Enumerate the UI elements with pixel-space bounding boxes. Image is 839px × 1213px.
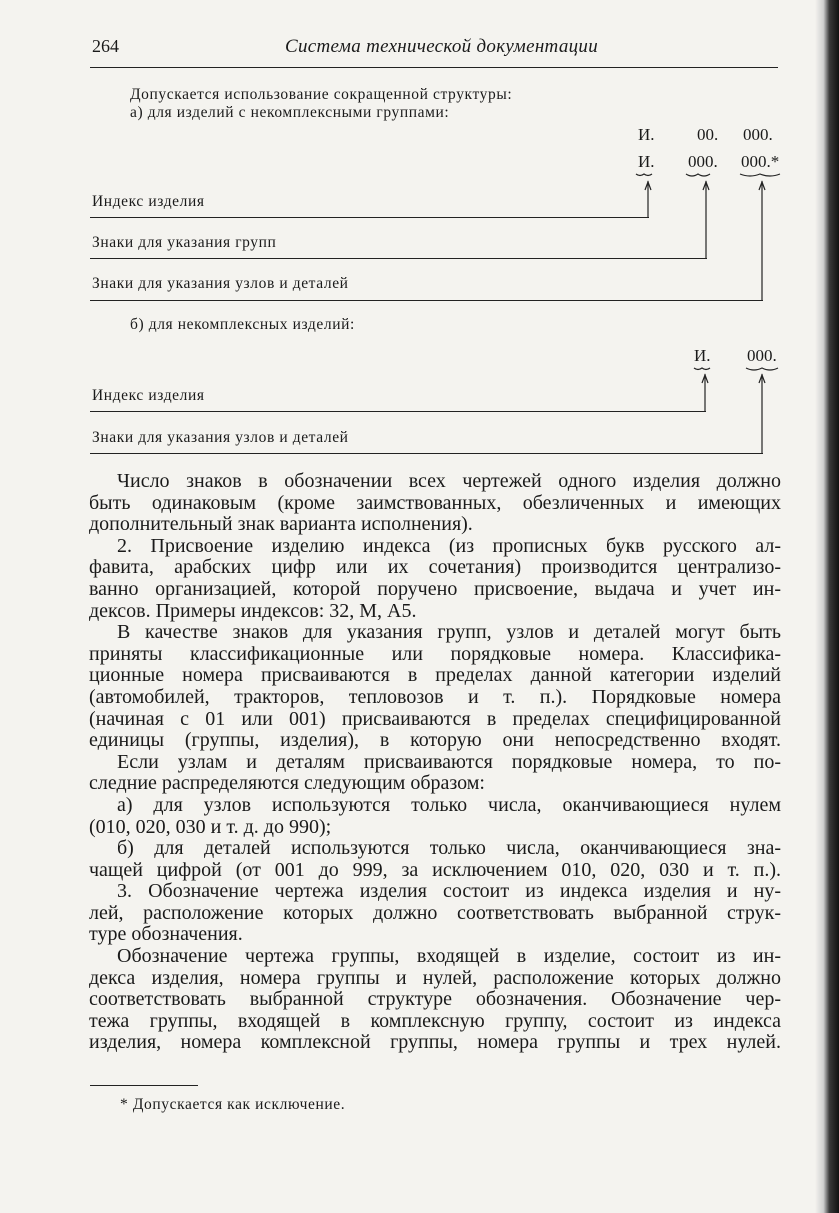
body-line: (начиная с 01 или 001) присваиваются в пределах специфицированной [89, 707, 781, 730]
body-line: дополнительный знак варианта исполнения). [89, 513, 473, 536]
label-rule [90, 453, 763, 454]
body-line: декса изделия, номера группы и нулей, расположение которых должно [89, 966, 781, 989]
body-line: 2. Присвоение изделию индекса (из прописных букв русского ал- [117, 534, 781, 557]
code-segment: 000. [747, 346, 777, 365]
code-segment: И. [694, 346, 711, 365]
label-rule [90, 217, 649, 218]
body-line: Обозначение чертежа группы, входящей в изделие, состоит из ин- [117, 945, 781, 968]
code-segment: 00. [697, 125, 719, 144]
diagram-label: Индекс изделия [92, 387, 205, 404]
footnote-rule [90, 1085, 198, 1086]
intro-line: Допускается использование сокращенной структуры: [130, 86, 513, 103]
body-line: тежа группы, входящей в комплексную группу, состоит из индекса [89, 1009, 781, 1032]
body-text [89, 471, 781, 1054]
body-line: приняты классификационные или порядковые номера. Классифика- [89, 642, 781, 665]
diagram-label: Знаки для указания групп [92, 234, 277, 251]
body-line: следние распределяются следующим образом: [89, 772, 485, 795]
body-line: б) для деталей используются только числа, оканчивающиеся зна- [117, 837, 781, 860]
code-segment: 000.* [741, 152, 780, 171]
body-line: туре обозначения. [89, 923, 243, 946]
code-segment: 000. [743, 125, 773, 144]
body-line: а) для узлов используются только числа, оканчивающиеся нулем [117, 793, 781, 816]
body-line: В качестве знаков для указания групп, узлов и деталей могут быть [117, 621, 781, 644]
footnote: * Допускается как исключение. [120, 1096, 346, 1113]
body-line: ванно организацией, которой поручено присвоение, выдача и учет ин- [89, 577, 781, 600]
diagram-label: Знаки для указания узлов и деталей [92, 275, 349, 292]
body-line: быть одинаковым (кроме заимствованных, обезличенных и имеющих [89, 491, 781, 514]
body-line: чащей цифрой (от 001 до 999, за исключением 010, 020, 030 и т. п.). [89, 858, 781, 881]
body-line: изделия, номера комплексной группы, номера группы и трех нулей. [89, 1031, 781, 1054]
code-segment: И. [638, 152, 655, 171]
body-line: единицы (группы, изделия), в которую они непосредственно входят. [89, 729, 781, 752]
body-line: ционные номера присваиваются в пределах данной категории изделий [89, 664, 781, 687]
body-line: Число знаков в обозначении всех чертежей одного изделия должно [117, 470, 781, 492]
label-rule [90, 300, 763, 301]
label-rule [90, 258, 707, 259]
body-line: фавита, арабских цифр или их сочетания) производится централизо- [89, 556, 781, 579]
intro-line: а) для изделий с некомплексными группами: [130, 104, 450, 121]
diagram-label: Индекс изделия [92, 193, 205, 210]
body-line: Если узлам и деталям присваиваются порядковые номера, то по- [117, 750, 781, 773]
body-line: (010, 020, 030 и т. д. до 990); [89, 815, 332, 838]
body-line: лей, расположение которых должно соответствовать выбранной струк- [89, 901, 781, 924]
diagram-heading: б) для некомплексных изделий: [130, 316, 355, 333]
body-line: соответствовать выбранной структуре обозначения. Обозначение чер- [89, 988, 781, 1011]
body-line: (автомобилей, тракторов, тепловозов и т. п.). Порядковые номера [89, 685, 781, 708]
code-segment: И. [638, 125, 655, 144]
diagram-label: Знаки для указания узлов и деталей [92, 429, 349, 446]
label-rule [90, 411, 706, 412]
code-segment: 000. [688, 152, 718, 171]
running-title: Система технической документации [285, 36, 599, 57]
body-line: 3. Обозначение чертежа изделия состоит из индекса изделия и ну- [117, 880, 781, 903]
page-number: 264 [92, 36, 119, 56]
body-line: дексов. Примеры индексов: 32, М, А5. [89, 599, 417, 622]
